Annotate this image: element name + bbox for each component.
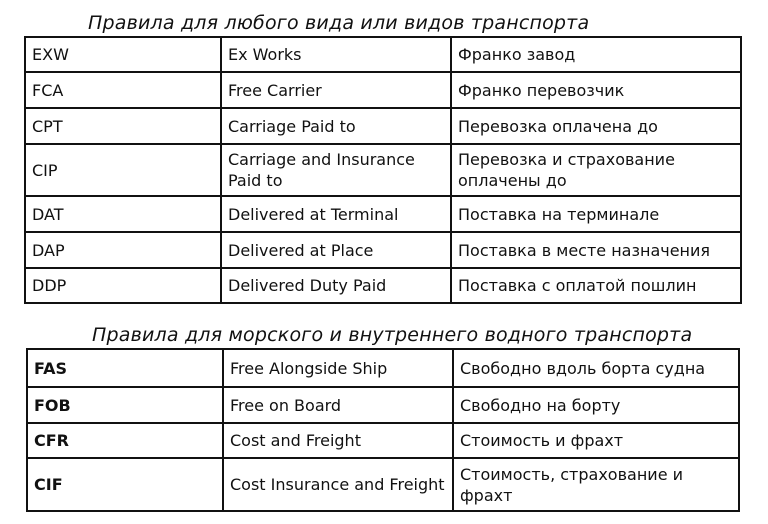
term-english: Delivered at Terminal xyxy=(221,196,451,232)
section-title-any-transport: Правила для любого вида или видов транспорта xyxy=(88,12,590,34)
term-russian: Перевозка и страхование оплачены до xyxy=(451,144,741,196)
table-row xyxy=(27,387,739,423)
term-russian: Свободно вдоль борта судна xyxy=(453,349,739,387)
term-russian: Перевозка оплачена до xyxy=(451,108,741,144)
term-english: Ex Works xyxy=(221,37,451,72)
table-row xyxy=(25,37,741,72)
term-russian: Стоимость и фрахт xyxy=(453,423,739,458)
term-russian: Поставка с оплатой пошлин xyxy=(451,268,741,303)
term-english: Free Carrier xyxy=(221,72,451,108)
term-russian: Франко перевозчик xyxy=(451,72,741,108)
term-english: Delivered at Place xyxy=(221,232,451,268)
table-row xyxy=(25,196,741,232)
term-code: DDP xyxy=(25,268,221,303)
term-english: Cost and Freight xyxy=(223,423,453,458)
incoterms-table-sea-transport xyxy=(26,348,740,512)
table-row xyxy=(27,458,739,511)
term-english: Free on Board xyxy=(223,387,453,423)
term-code: CFR xyxy=(27,423,223,458)
term-code: CPT xyxy=(25,108,221,144)
table-row xyxy=(25,72,741,108)
term-code: EXW xyxy=(25,37,221,72)
term-english: Delivered Duty Paid xyxy=(221,268,451,303)
term-code: DAP xyxy=(25,232,221,268)
term-code: FAS xyxy=(27,349,223,387)
term-russian: Стоимость, страхование и фрахт xyxy=(453,458,739,511)
table-row xyxy=(27,423,739,458)
term-english: Free Alongside Ship xyxy=(223,349,453,387)
term-russian: Поставка в месте назначения xyxy=(451,232,741,268)
term-code: CIF xyxy=(27,458,223,511)
term-russian: Поставка на терминале xyxy=(451,196,741,232)
term-code: FOB xyxy=(27,387,223,423)
term-code: FCA xyxy=(25,72,221,108)
term-code: CIP xyxy=(25,144,221,196)
table-row xyxy=(25,268,741,303)
section-title-sea-transport: Правила для морского и внутреннего водного транспорта xyxy=(92,324,693,346)
table-row xyxy=(27,349,739,387)
table-row xyxy=(25,232,741,268)
term-russian: Франко завод xyxy=(451,37,741,72)
term-russian: Свободно на борту xyxy=(453,387,739,423)
table-row xyxy=(25,108,741,144)
incoterms-table-any-transport xyxy=(24,36,742,304)
term-code: DAT xyxy=(25,196,221,232)
term-english: Cost Insurance and Freight xyxy=(223,458,453,511)
table-row xyxy=(25,144,741,196)
term-english: Carriage and Insurance Paid to xyxy=(221,144,451,196)
term-english: Carriage Paid to xyxy=(221,108,451,144)
